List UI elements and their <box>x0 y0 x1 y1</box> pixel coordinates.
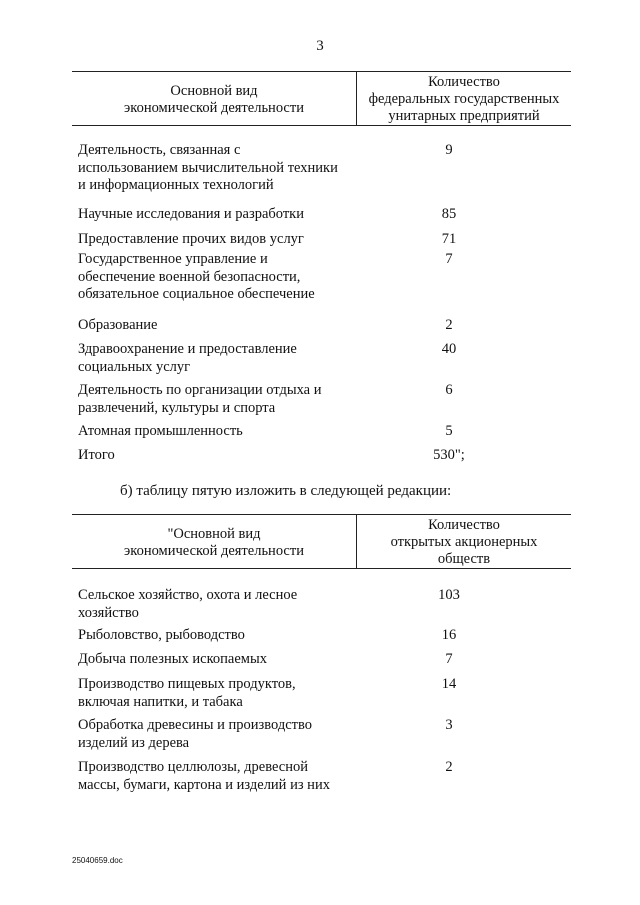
document-file-code: 25040659.doc <box>72 856 123 865</box>
row-count-value: 5 <box>445 423 453 439</box>
row-count-value: 9 <box>445 142 453 158</box>
row-count-value: 71 <box>441 231 457 247</box>
header-activity: Основной вид экономической деятельности <box>124 83 304 116</box>
row-activity-name: Деятельность по организации отдыха и развлечений, культуры и спорта <box>78 382 322 416</box>
page-number: 3 <box>316 38 324 54</box>
row-activity-name: Обработка древесины и производство изделий из дерева <box>78 717 312 751</box>
row-count-value: 40 <box>441 341 457 357</box>
row-activity-name: Образование <box>78 317 158 333</box>
table-top-rule <box>72 71 571 72</box>
row-activity-name: Производство целлюлозы, древесной массы, бумаги, картона и изделий из них <box>78 759 330 793</box>
row-activity-name: Государственное управление и обеспечение военной безопасности, обязательное социальное обеспечение <box>78 251 315 302</box>
row-activity-name: Сельское хозяйство, охота и лесное хозяйство <box>78 587 298 621</box>
table-top-rule <box>72 514 571 515</box>
row-count-value: 14 <box>441 676 457 692</box>
row-activity-name: Научные исследования и разработки <box>78 206 304 222</box>
row-count-value: 7 <box>445 651 453 667</box>
row-count-value: 16 <box>441 627 457 643</box>
row-activity-name: Производство пищевых продуктов, включая напитки, и табака <box>78 676 296 710</box>
row-count-value: 103 <box>438 587 460 603</box>
row-activity-name: Итого <box>78 447 115 463</box>
row-count-value: 530"; <box>433 447 465 463</box>
header-activity: "Основной вид экономической деятельности <box>124 526 304 559</box>
header-count: Количество федеральных государственных унитарных предприятий <box>368 74 560 124</box>
row-activity-name: Добыча полезных ископаемых <box>78 651 267 667</box>
row-activity-name: Рыболовство, рыбоводство <box>78 627 245 643</box>
instruction-sentence: б) таблицу пятую изложить в следующей редакции: <box>120 483 452 499</box>
row-count-value: 85 <box>441 206 457 222</box>
row-count-value: 7 <box>445 251 453 267</box>
row-count-value: 6 <box>445 382 453 398</box>
row-activity-name: Предоставление прочих видов услуг <box>78 231 304 247</box>
row-activity-name: Деятельность, связанная с использованием вычислительной техники и информационных технологий <box>78 142 338 193</box>
row-count-value: 2 <box>445 759 453 775</box>
table-header-rule <box>72 125 571 126</box>
row-count-value: 2 <box>445 317 453 333</box>
header-count: Количество открытых акционерных обществ <box>390 517 538 567</box>
row-count-value: 3 <box>445 717 453 733</box>
table-joint-stock-companies <box>72 514 571 804</box>
table-header-rule <box>72 568 571 569</box>
row-activity-name: Атомная промышленность <box>78 423 243 439</box>
table-federal-enterprises <box>72 71 571 461</box>
row-activity-name: Здравоохранение и предоставление социальных услуг <box>78 341 297 375</box>
